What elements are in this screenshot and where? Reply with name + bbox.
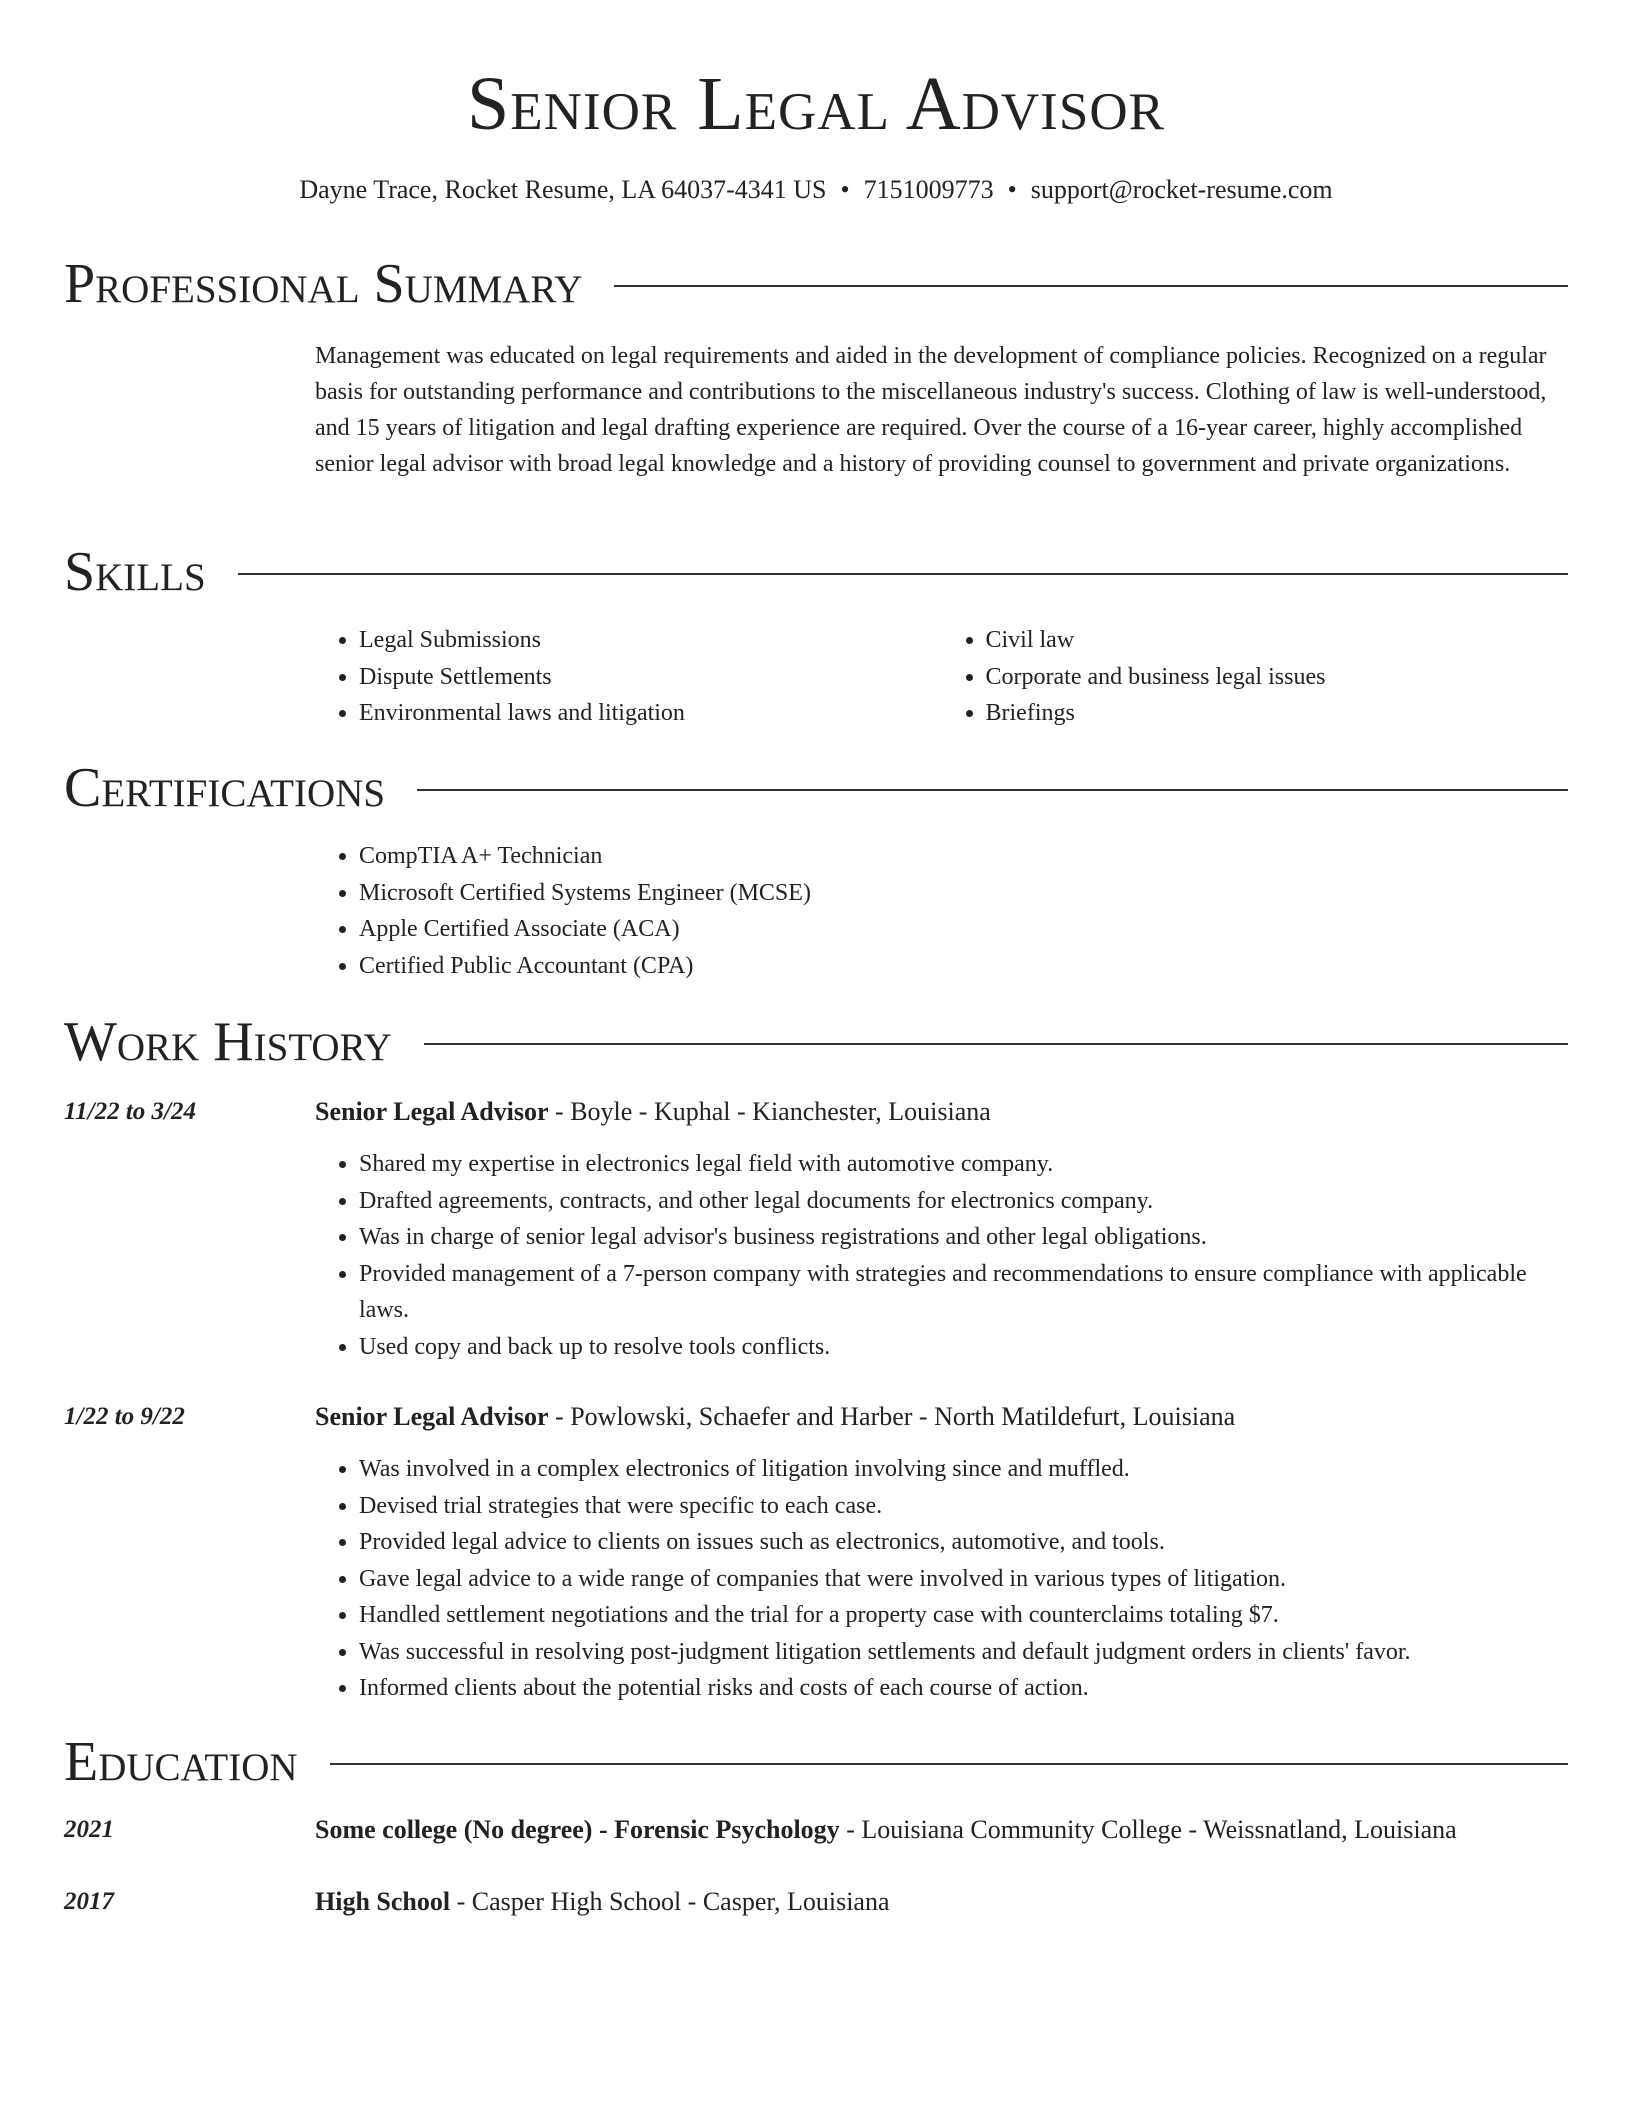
job-bullet: • Was in charge of senior legal advisor's business registrations and other legal obligations. (359, 1219, 1568, 1256)
job-date: 1/22 to 9/22 (64, 1403, 185, 1430)
section-work-history (64, 1010, 1568, 1707)
contact-address: Dayne Trace, Rocket Resume, LA 64037-4341 US (299, 175, 827, 204)
certification-item: • Certified Public Accountant (CPA) (359, 948, 1568, 985)
certification-item: • Microsoft Certified Systems Engineer (MCSE) (359, 875, 1568, 912)
resume-name: Senior Legal Advisor (467, 62, 1165, 146)
section-divider (238, 573, 1568, 575)
education-degree: High School (315, 1887, 451, 1916)
job-role: Senior Legal Advisor (315, 1097, 549, 1126)
job-bullet: • Provided legal advice to clients on issues such as electronics, automotive, and tools. (359, 1524, 1568, 1561)
job-bullet: • Used copy and back up to resolve tools conflicts. (359, 1329, 1568, 1366)
section-header (64, 756, 1568, 820)
job-title-line (315, 1399, 1568, 1435)
education-entry (64, 1812, 1568, 1866)
section-divider (417, 789, 1568, 791)
section-title: Certifications (64, 757, 386, 819)
section-skills (64, 540, 1568, 732)
job-entry (64, 1399, 1568, 1707)
job-bullet: • Provided management of a 7-person company with strategies and recommendations to ensure compliance with applicable laws. (359, 1256, 1568, 1329)
skill-item: • Environmental laws and litigation (359, 695, 942, 732)
job-bullet: • Was involved in a complex electronics of litigation involving since and muffled. (359, 1451, 1568, 1488)
job-bullets (315, 1146, 1568, 1365)
summary-text: Management was educated on legal requirements and aided in the development of compliance policies. Recognized on a regular basis for outstanding performance and contributions to the miscellaneous industry's success. Clothing of law is well-understood, and 15 years of litigation and legal drafting experience are required. Over the course of a 16-year career, highly accomplished senior legal advisor with broad legal knowledge and a history of providing counsel to government and private organizations. (315, 343, 1547, 477)
section-header (64, 1010, 1568, 1074)
education-date: 2017 (64, 1888, 114, 1915)
section-title: Education (64, 1731, 298, 1793)
education-text (315, 1884, 890, 1938)
job-bullet: • Informed clients about the potential risks and costs of each course of action. (359, 1670, 1568, 1707)
job-content (315, 1399, 1568, 1707)
contact-phone: 7151009773 (863, 175, 994, 204)
job-bullet: • Handled settlement negotiations and the trial for a property case with counterclaims totaling $7. (359, 1597, 1568, 1634)
section-header (64, 252, 1568, 316)
job-details: - Boyle - Kuphal - Kianchester, Louisiana (548, 1097, 991, 1126)
skills-list-left (315, 622, 942, 732)
education-details: - Casper High School - Casper, Louisiana (450, 1887, 890, 1916)
skill-item: • Corporate and business legal issues (986, 659, 1569, 696)
skill-item: • Legal Submissions (359, 622, 942, 659)
section-header (64, 1730, 1568, 1794)
education-date: 2021 (64, 1816, 114, 1843)
section-summary (64, 252, 1568, 482)
skill-item: • Civil law (986, 622, 1569, 659)
section-divider (424, 1043, 1568, 1045)
job-content (315, 1094, 1568, 1365)
section-header (64, 540, 1568, 604)
section-education (64, 1730, 1568, 1938)
contact-separator: • (840, 175, 850, 204)
job-details: - Powlowski, Schaefer and Harber - North Matildefurt, Louisiana (548, 1402, 1236, 1431)
job-bullet: • Shared my expertise in electronics legal field with automotive company. (359, 1146, 1568, 1183)
job-bullets (315, 1451, 1568, 1707)
certifications-list-wrap (315, 838, 1568, 984)
job-bullet: • Gave legal advice to a wide range of companies that were involved in various types of litigation. (359, 1561, 1568, 1598)
job-date: 11/22 to 3/24 (64, 1098, 196, 1125)
job-bullet: • Drafted agreements, contracts, and other legal documents for electronics company. (359, 1183, 1568, 1220)
job-bullet: • Was successful in resolving post-judgment litigation settlements and default judgment orders in clients' favor. (359, 1634, 1568, 1671)
contact-email: support@rocket-resume.com (1030, 175, 1333, 204)
education-details: - Louisiana Community College - Weissnatland, Louisiana (839, 1815, 1457, 1844)
education-entry (64, 1884, 1568, 1938)
section-title: Work History (64, 1011, 392, 1073)
job-title-line (315, 1094, 1568, 1130)
section-divider (330, 1763, 1568, 1765)
education-degree: Some college (No degree) - Forensic Psychology (315, 1815, 840, 1844)
job-bullet: • Devised trial strategies that were specific to each case. (359, 1488, 1568, 1525)
section-certifications (64, 756, 1568, 984)
skill-item: • Briefings (986, 695, 1569, 732)
education-text (315, 1812, 1457, 1866)
skills-grid (315, 622, 1568, 732)
certifications-list (315, 838, 1568, 984)
contact-line (64, 172, 1568, 208)
section-title: Skills (64, 541, 206, 603)
skill-item: • Dispute Settlements (359, 659, 942, 696)
contact-separator: • (1007, 175, 1017, 204)
certification-item: • CompTIA A+ Technician (359, 838, 1568, 875)
skills-list-right (942, 622, 1569, 732)
section-divider (614, 285, 1568, 287)
section-title: Professional Summary (64, 253, 583, 315)
job-role: Senior Legal Advisor (315, 1402, 549, 1431)
job-entry (64, 1094, 1568, 1365)
certification-item: • Apple Certified Associate (ACA) (359, 911, 1568, 948)
